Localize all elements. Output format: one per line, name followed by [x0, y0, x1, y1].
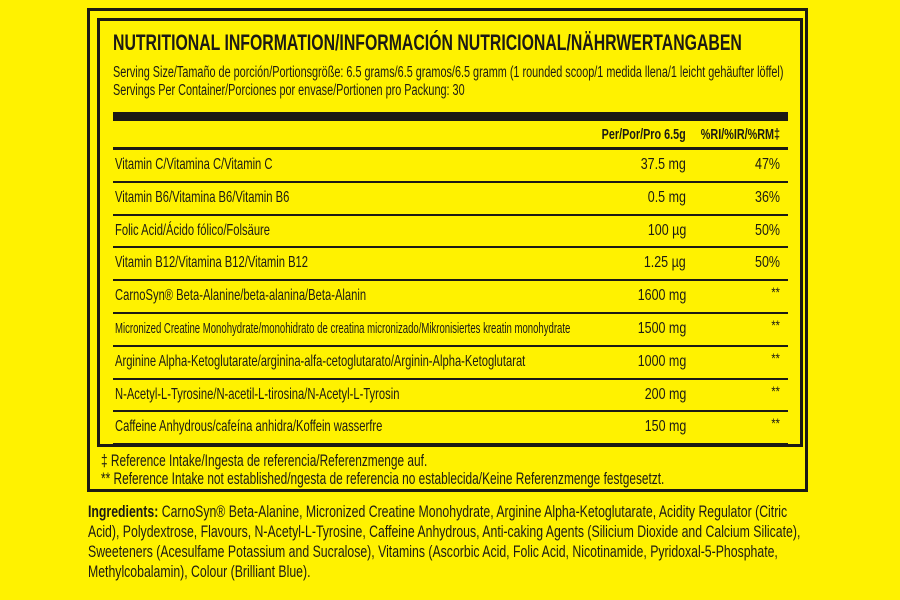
- nutrient-ri: **: [771, 284, 780, 301]
- table-row: [113, 412, 788, 446]
- table-row: [113, 216, 788, 249]
- nutrient-name: Vitamin B12/Vitamina B12/Vitamin B12: [115, 254, 309, 272]
- table-row: [113, 150, 788, 183]
- nutrient-ri: 50%: [755, 254, 780, 272]
- nutrient-amount: 37.5 mg: [640, 156, 686, 173]
- thick-divider-bar: [113, 112, 788, 121]
- ingredients-text: CarnoSyn® Beta-Alanine, Micronized Creatine Monohydrate, Arginine Alpha-Ketoglutarate, Acidity Regulator (Citric Acid), Polydextrose, Flavours, N-Acetyl-L-Tyrosine, Caffeine Anhydrous, Anti-caking Agents (Silicium Dioxide and Calcium Silicate), Sweeteners (Acesulfame Potassium and Sucralose), Vitamins (Ascorbic Acid, Folic Acid, Nicotinamide, Pyridoxal-5-Phosphate, Methylcobalamin), Colour (Brilliant Blue).: [88, 502, 801, 581]
- nutrient-name: Vitamin C/Vitamina C/Vitamin C: [115, 156, 273, 173]
- nutrient-ri: **: [771, 415, 780, 432]
- nutrient-ri: **: [771, 316, 780, 333]
- footnote-reference-intake: ‡ Reference Intake/Ingesta de referencia/Referenzmenge auf.: [101, 452, 428, 470]
- table-row: [113, 248, 788, 281]
- table-row: [113, 281, 788, 314]
- nutrient-name: Arginine Alpha-Ketoglutarate/arginina-alfa-cetoglutarato/Arginin-Alpha-Ketoglutarat: [115, 352, 526, 370]
- nutrient-name: Caffeine Anhydrous/cafeína anhidra/Koffein wasserfre: [115, 418, 383, 436]
- nutrient-amount: 0.5 mg: [647, 188, 686, 206]
- nutrient-name: Vitamin B6/Vitamina B6/Vitamin B6: [115, 188, 290, 206]
- column-header-reference-intake: %RI/%IR/%RM‡: [700, 126, 780, 143]
- nutrient-name: N-Acetyl-L-Tyrosine/N-acetil-L-tirosina/N-Acetyl-L-Tyrosin: [115, 385, 400, 403]
- nutrition-panel-title: NUTRITIONAL INFORMATION/INFORMACIÓN NUTRICIONAL/NÄHRWERTANGABEN: [113, 30, 742, 55]
- nutrient-amount: 1600 mg: [637, 287, 686, 305]
- nutrient-ri: **: [771, 349, 780, 366]
- table-row: [113, 347, 788, 380]
- nutrient-amount: 200 mg: [644, 385, 686, 403]
- nutrient-amount: 100 µg: [647, 221, 686, 239]
- nutrient-name: Micronized Creatine Monohydrate/monohidrato de creatina micronizado/Mikronisiertes kreatin monohydrate: [115, 320, 571, 337]
- nutrient-ri: **: [771, 382, 780, 399]
- nutrient-amount: 1.25 µg: [644, 254, 686, 272]
- servings-per-container-text: Servings Per Container/Porciones por envase/Portionen pro Packung: 30: [113, 82, 465, 99]
- nutrient-ri: 50%: [755, 221, 780, 239]
- nutrient-amount: 1000 mg: [637, 352, 686, 370]
- table-row: [113, 183, 788, 216]
- footnote-not-established: ** Reference Intake not established/ngesta de referencia no establecida/Keine Referenzmenge festgesetzt.: [101, 470, 665, 488]
- nutrient-ri: 36%: [755, 188, 780, 206]
- nutrient-name: Folic Acid/Ácido fólico/Folsäure: [115, 221, 271, 239]
- nutrient-name: CarnoSyn® Beta-Alanine/beta-alanina/Beta-Alanin: [115, 287, 367, 305]
- column-header-amount: Per/Por/Pro 6.5g: [601, 126, 686, 143]
- ingredients-label: Ingredients:: [88, 502, 159, 521]
- table-row: [113, 380, 788, 413]
- table-row: [113, 314, 788, 347]
- nutrient-amount: 1500 mg: [637, 319, 686, 337]
- nutrient-ri: 47%: [755, 156, 780, 173]
- serving-size-text: Serving Size/Tamaño de porción/Portionsgröße: 6.5 grams/6.5 gramos/6.5 gramm (1 rounded scoop/1 medida llena/1 leicht gehäufter löffel): [113, 64, 784, 81]
- nutrient-amount: 150 mg: [644, 418, 686, 436]
- nutrition-table: [113, 150, 788, 446]
- ingredients-paragraph: [88, 502, 810, 582]
